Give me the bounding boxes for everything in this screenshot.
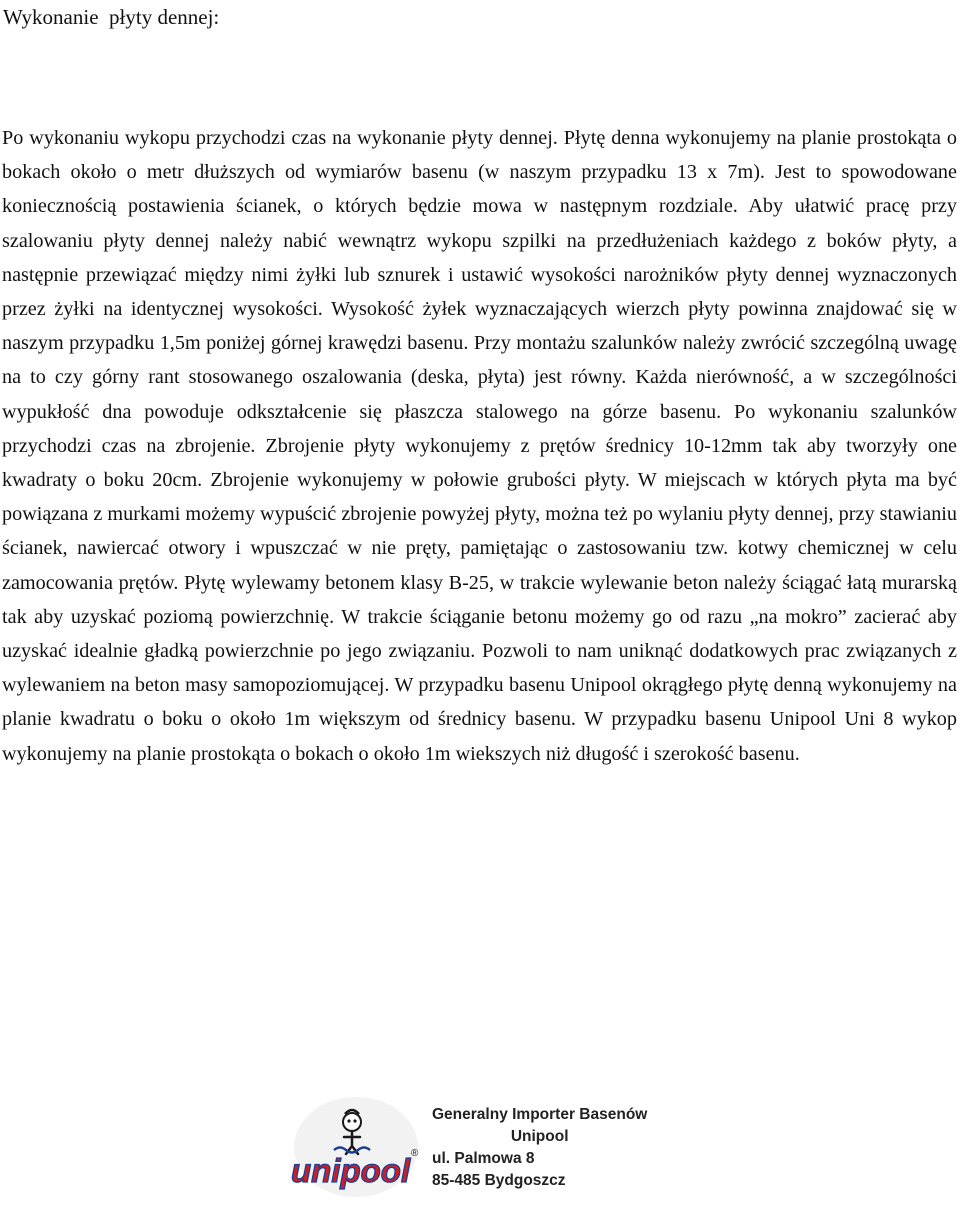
importer-line: Generalny Importer Basenów	[432, 1106, 648, 1123]
importer-address	[432, 1104, 647, 1192]
registered-mark: ®	[411, 1148, 419, 1159]
street-address: ul. Palmowa 8	[432, 1150, 535, 1167]
company-name: Unipool	[510, 1128, 569, 1145]
section-heading: Wykonanie płyty dennej:	[3, 5, 220, 29]
unipool-logo	[290, 1092, 425, 1202]
logo-wordmark: unipool	[291, 1152, 411, 1189]
city-address: 85-485 Bydgoszcz	[432, 1172, 566, 1189]
body-paragraph: Po wykonaniu wykopu przychodzi czas na wykonanie płyty dennej. Płytę denna wykonujemy na planie prostokąta o bokach około o metr dłuższych od wymiarów basenu (w naszym przypadku 13 x 7m). Jest to spowodowane koniecznością postawienia ścianek, o których będzie mowa w następnym rozdziale. Aby ułatwić pracę przy szalowaniu płyty dennej należy nabić wewnątrz wykopu szpilki na przedłużeniach każdego z boków płyty, a następnie przewiązać między nimi żyłki lub sznurek i ustawić wysokości narożników płyty dennej wyznaczonych przez żyłki na identycznej wysokości. Wysokość żyłek wyznaczających wierzch płyty powinna znajdować się w naszym przypadku 1,5m poniżej górnej krawędzi basenu. Przy montażu szalunków należy zwrócić szczególną uwagę na to czy górny rant stosowanego oszalowania (deska, płyta) jest równy. Każda nierówność, a w szczególności wypukłość dna powoduje odkształcenie się płaszcza stalowego na górze basenu. Po wykonaniu szalunków przychodzi czas na zbrojenie. Zbrojenie płyty wykonujemy z prętów średnicy 10-12mm tak aby tworzyły one kwadraty o boku 20cm. Zbrojenie wykonujemy w połowie grubości płyty. W miejscach w których płyta ma być powiązana z murkami możemy wypuścić zbrojenie powyżej płyty, można też po wylaniu płyty dennej, przy stawianiu ścianek, nawiercać otwory i wpuszczać w nie pręty, pamiętając o zastosowaniu tzw. kotwy chemicznej w celu zamocowania prętów. Płytę wylewamy betonem klasy B-25, w trakcie wylewanie beton należy ściągać łatą murarską tak aby uzyskać poziomą powierzchnię. W trakcie ściąganie betonu możemy go od razu „na mokro” zacierać aby uzyskać idealnie gładką powierzchnie po jego związaniu. Pozwoli to nam uniknąć dodatkowych prac związanych z wylewaniem na beton masy samopoziomującej. W przypadku basenu Unipool okrągłego płytę denną wykonujemy na planie kwadratu o boku o około 1m większym od średnicy basenu. W przypadku basenu Unipool Uni 8 wykop wykonujemy na planie prostokąta o bokach o około 1m wiekszych niż długość i szerokość basenu.	[2, 127, 957, 765]
footer-stamp	[290, 1092, 690, 1202]
